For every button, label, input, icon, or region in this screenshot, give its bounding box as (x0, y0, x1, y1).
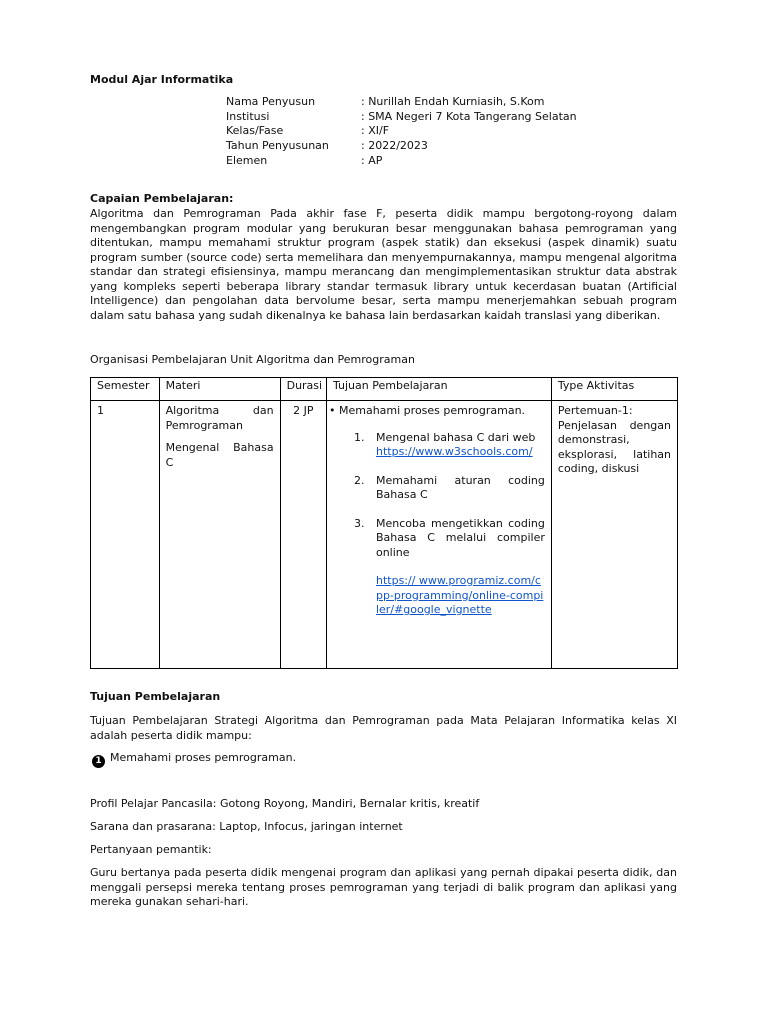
header-cell: Type Aktivitas (551, 378, 677, 401)
meta-label: Institusi (226, 110, 270, 123)
capaian-heading: Capaian Pembelajaran: (90, 192, 234, 205)
meta-label: Nama Penyusun (226, 95, 316, 108)
step-text: Memahami aturan coding Bahasa C (375, 473, 545, 501)
aktivitas-text: Penjelasan dengan demonstrasi, eksplorasi, latihan coding, diskusi (557, 418, 671, 475)
meta-value: : SMA Negeri 7 Kota Tangerang Selatan (361, 110, 577, 123)
materi-cell (159, 401, 280, 669)
meta-label: Elemen (226, 154, 268, 167)
meta-value: : 2022/2023 (361, 139, 428, 152)
list-item (329, 474, 545, 503)
list-item (329, 431, 545, 460)
compiler-link-wrap (329, 574, 545, 618)
materi-subtopic: Mengenal Bahasa C (165, 441, 274, 469)
sarana-text: Sarana dan prasarana: Laptop, Infocus, jaringan internet (90, 820, 403, 833)
organisasi-table (90, 377, 678, 669)
pertanyaan-heading: Pertanyaan pemantik: (90, 843, 212, 856)
document-title: Modul Ajar Informatika (90, 73, 234, 86)
header-cell: Materi (159, 378, 280, 401)
meta-label: Kelas/Fase (226, 124, 284, 137)
table-header-row (91, 378, 678, 401)
meta-value: : XI/F (361, 124, 390, 137)
semester-cell (91, 401, 160, 669)
step-text: Mencoba mengetikkan coding Bahasa C melalui compiler online (375, 516, 545, 559)
meta-label: Tahun Penyusunan (226, 139, 329, 152)
tujuan-heading: Tujuan Pembelajaran (90, 690, 221, 703)
capaian-paragraph: Algoritma dan Pemrograman Pada akhir fase F, peserta didik mampu bergotong-royong dalam mengembangkan program modular yang berukuran besar menggunakan bahasa pemrograman yang ditentukan, mampu memahami struktur program (aspek statik) dan eksekusi (aspek dinamik) suatu program sumber (source code) serta memelihara dan menyempurnakannya, mampu mengenal algoritma standar dan strategi efisiensinya, mampu merancang dan mengimplementasikan struktur data abstrak yang kompleks seperti beberapa library standar termasuk library untuk kecerdasan buatan (Artificial Intelligence) dan pengolahan data bervolume besar, serta mampu menerjemahkan sebuah program dalam satu bahasa yang sudah dikenalnya ke bahasa lain berdasarkan kaidah translasi yang diberikan. (90, 207, 677, 322)
tujuan-bullet (329, 404, 545, 419)
step-number: 3. (353, 516, 365, 530)
table-row (91, 401, 678, 669)
step-number: 2. (353, 473, 365, 487)
list-item (329, 517, 545, 561)
tujuan-item-text: Memahami proses pemrograman. (110, 751, 297, 764)
semester-value: 1 (97, 404, 104, 417)
aktivitas-cell (551, 401, 677, 669)
header-cell: Durasi (280, 378, 326, 401)
pertanyaan-paragraph: Guru bertanya pada peserta didik mengenai program dan aplikasi yang pernah dipakai peserta didik, dan menggali persepsi mereka tentang proses pemrograman yang terjadi di balik program dan aplikasi yang mereka gunakan sehari-hari. (90, 866, 677, 908)
bullet-text: Memahami proses pemrograman. (338, 404, 526, 417)
materi-topic: Algoritma dan Pemrograman (165, 404, 274, 432)
tujuan-intro: Tujuan Pembelajaran Strategi Algoritma dan Pemrograman pada Mata Pelajaran Informatika kelas XI adalah peserta didik mampu: (90, 714, 677, 742)
meta-value: : Nurillah Endah Kurniasih, S.Kom (361, 95, 545, 108)
bullet-dot: • (328, 404, 336, 417)
tujuan-list-item (92, 751, 296, 768)
header-cell: Tujuan Pembelajaran (326, 378, 551, 401)
tujuan-cell (326, 401, 551, 669)
w3schools-link[interactable]: https://www.w3schools.com/ (375, 445, 533, 458)
durasi-value: 2 JP (293, 404, 314, 417)
step-number: 1. (353, 430, 365, 444)
step-text: Mengenal bahasa C dari web (375, 430, 536, 444)
organisasi-title: Organisasi Pembelajaran Unit Algoritma dan Pemrograman (90, 353, 415, 366)
tujuan-steps (329, 431, 545, 561)
aktivitas-label: Pertemuan-1: (557, 404, 633, 417)
meta-value: : AP (361, 154, 383, 167)
programiz-link[interactable]: https:// www.programiz.com/cpp-programming/online-compiler/#google_vignette (375, 574, 544, 616)
number-circle-icon: 1 (92, 755, 105, 768)
header-cell: Semester (91, 378, 160, 401)
durasi-cell (280, 401, 326, 669)
profil-text: Profil Pelajar Pancasila: Gotong Royong, Mandiri, Bernalar kritis, kreatif (90, 797, 480, 810)
